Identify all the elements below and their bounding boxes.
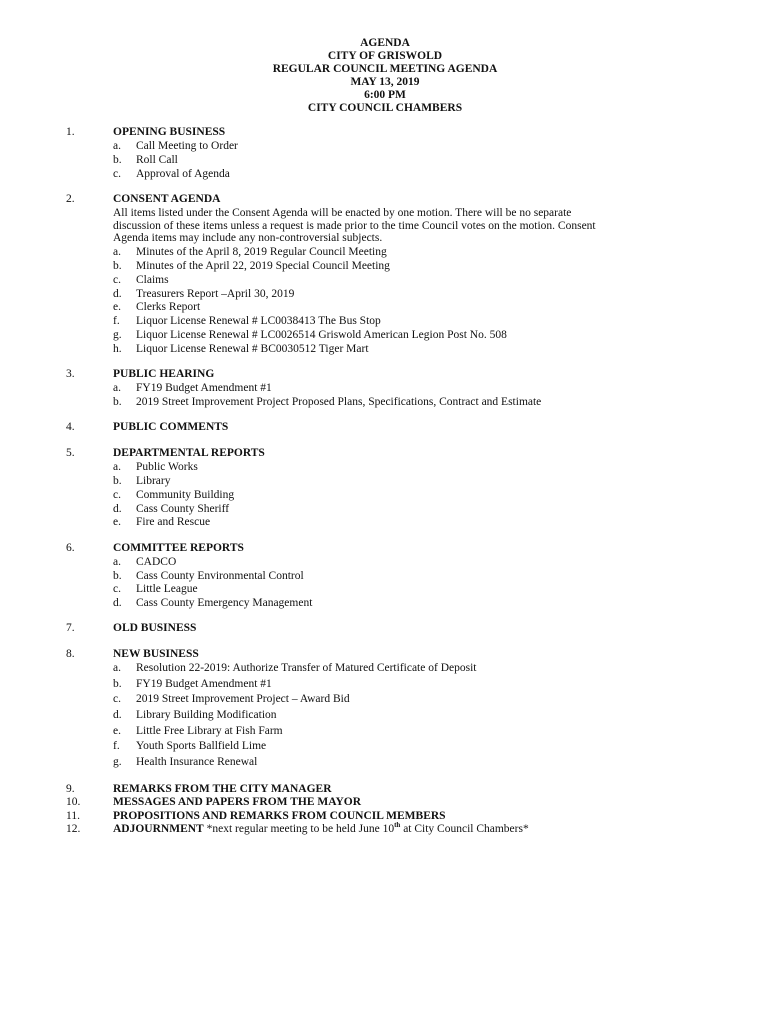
section-title: PUBLIC COMMENTS bbox=[113, 421, 229, 433]
list-item: c. 2019 Street Improvement Project – Award Bid bbox=[113, 693, 350, 705]
next-meeting-note-end: at City Council Chambers* bbox=[400, 823, 529, 835]
section-title: COMMITTEE REPORTS bbox=[113, 542, 244, 554]
section-number: 10. bbox=[66, 796, 81, 808]
list-item: a. Resolution 22-2019: Authorize Transfer of Matured Certificate of Deposit bbox=[113, 662, 477, 674]
section-title: CONSENT AGENDA bbox=[113, 193, 221, 205]
section-number: 7. bbox=[66, 622, 75, 634]
list-item: e. Fire and Rescue bbox=[113, 516, 211, 528]
section-number: 11. bbox=[66, 810, 80, 822]
list-item: d. Library Building Modification bbox=[113, 709, 277, 721]
section-number: 9. bbox=[66, 783, 75, 795]
section-title: ADJOURNMENT bbox=[113, 823, 204, 835]
adjournment-line bbox=[113, 823, 529, 835]
section-number: 6. bbox=[66, 542, 75, 554]
list-item: e. Clerks Report bbox=[113, 301, 201, 313]
list-item: g. Liquor License Renewal # LC0026514 Griswold American Legion Post No. 508 bbox=[113, 329, 507, 341]
list-item: a. FY19 Budget Amendment #1 bbox=[113, 382, 272, 394]
section-title: OLD BUSINESS bbox=[113, 622, 197, 634]
list-item: b. FY19 Budget Amendment #1 bbox=[113, 678, 272, 690]
header-date: MAY 13, 2019 bbox=[350, 76, 420, 88]
header-time: 6:00 PM bbox=[364, 89, 406, 101]
list-item: b. Library bbox=[113, 475, 171, 487]
list-item: e. Little Free Library at Fish Farm bbox=[113, 725, 283, 737]
ordinal-suffix: th bbox=[394, 821, 401, 829]
list-item: a. Call Meeting to Order bbox=[113, 140, 238, 152]
section-number: 4. bbox=[66, 421, 75, 433]
section-title: REMARKS FROM THE CITY MANAGER bbox=[113, 783, 332, 795]
list-item: h. Liquor License Renewal # BC0030512 Tiger Mart bbox=[113, 343, 369, 355]
list-item: c. Approval of Agenda bbox=[113, 168, 230, 180]
list-item: a. Public Works bbox=[113, 461, 198, 473]
section-number: 2. bbox=[66, 193, 75, 205]
section-title: NEW BUSINESS bbox=[113, 648, 199, 660]
section-title: PROPOSITIONS AND REMARKS FROM COUNCIL MEMBERS bbox=[113, 810, 446, 822]
list-item: d. Cass County Sheriff bbox=[113, 503, 230, 515]
list-item: f. Youth Sports Ballfield Lime bbox=[113, 740, 267, 752]
section-title: OPENING BUSINESS bbox=[113, 126, 226, 138]
list-item: b. Cass County Environmental Control bbox=[113, 570, 304, 582]
consent-intro: All items listed under the Consent Agenda will be enacted by one motion. There will be no separate discussion of these items unless a request is made prior to the time Council votes on the motion. Consent Agenda items may include any non-controversial subjects. bbox=[113, 207, 596, 245]
section-number: 12. bbox=[66, 823, 81, 835]
section-title: MESSAGES AND PAPERS FROM THE MAYOR bbox=[113, 796, 362, 808]
list-item: c. Little League bbox=[113, 583, 198, 595]
header-meeting-type: REGULAR COUNCIL MEETING AGENDA bbox=[272, 63, 498, 75]
section-title: PUBLIC HEARING bbox=[113, 368, 215, 380]
list-item: b. 2019 Street Improvement Project Proposed Plans, Specifications, Contract and Estimate bbox=[113, 396, 542, 408]
section-number: 3. bbox=[66, 368, 75, 380]
list-item: d. Treasurers Report –April 30, 2019 bbox=[113, 288, 295, 300]
list-item: c. Claims bbox=[113, 274, 169, 286]
list-item: a. Minutes of the April 8, 2019 Regular Council Meeting bbox=[113, 246, 387, 258]
header-city: CITY OF GRISWOLD bbox=[327, 50, 443, 62]
list-item: f. Liquor License Renewal # LC0038413 The Bus Stop bbox=[113, 315, 381, 327]
list-item: a. CADCO bbox=[113, 556, 177, 568]
section-number: 8. bbox=[66, 648, 75, 660]
header-title: AGENDA bbox=[360, 37, 410, 49]
section-number: 1. bbox=[66, 126, 75, 138]
next-meeting-note: *next regular meeting to be held June 10 bbox=[203, 823, 395, 835]
list-item: b. Minutes of the April 22, 2019 Special Council Meeting bbox=[113, 260, 390, 272]
list-item: b. Roll Call bbox=[113, 154, 178, 166]
section-title: DEPARTMENTAL REPORTS bbox=[113, 447, 265, 459]
list-item: g. Health Insurance Renewal bbox=[113, 756, 258, 768]
list-item: c. Community Building bbox=[113, 489, 235, 501]
section-number: 5. bbox=[66, 447, 75, 459]
header-location: CITY COUNCIL CHAMBERS bbox=[307, 102, 463, 114]
agenda-header bbox=[0, 37, 770, 115]
list-item: d. Cass County Emergency Management bbox=[113, 597, 313, 609]
